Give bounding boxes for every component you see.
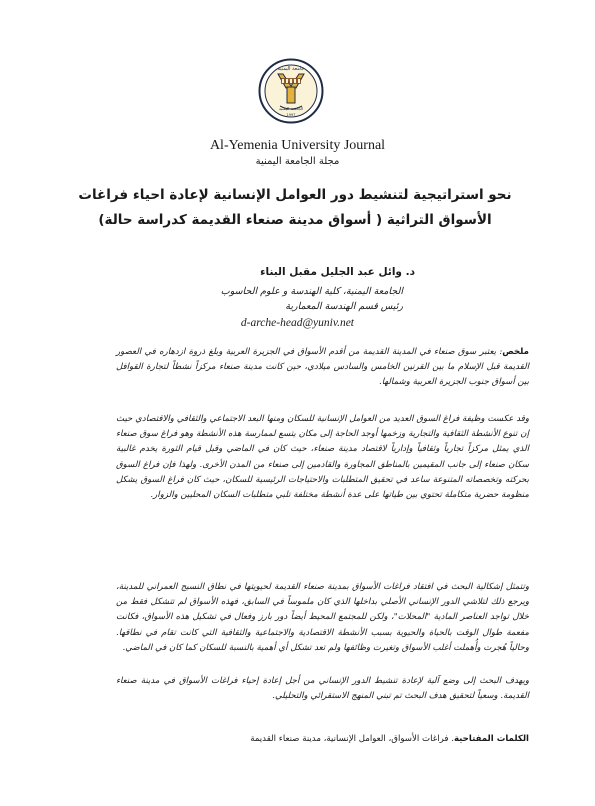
logo-bottom-text: الجامعة اليمنية: [278, 106, 304, 111]
keywords-label: الكلمات المفتاحية: [453, 734, 529, 744]
university-logo: [258, 58, 324, 124]
abstract-paragraph-1: ملخص: يعتبر سوق صنعاء في المدينة القديمة من أقدم الأسواق في الجزيرة العربية وبلغ ذروة ازدهاره في العصور القديمة قبل الإسلام ما بين القرنين الخامس والسادس ميلادي، حين كانت مدينة صنعاء مركزاً نشطاً لتجارة القوافل بين أسواق جنوب الجزيرة العربية وشمالها.: [116, 347, 529, 388]
keywords-value: فراغات الأسواق، العوامل الإنسانية، مدينة صنعاء القديمة: [250, 734, 449, 744]
abstract-paragraph-4: ويهدف البحث إلى وضع آلية لإعادة تنشيط الدور الإنساني من أجل إعادة إحياء فراغات الأسواق في مدينة صنعاء القديمة. وسعياً لتحقيق هدف البحث تم تبني المنهج الاستقرائي والتحليلي.: [116, 676, 529, 702]
abstract-paragraph-1-text: يعتبر سوق صنعاء في المدينة القديمة من أقدم الأسواق في الجزيرة العربية وبلغ ذروة ازدهاره في العصور القديمة قبل الإسلام ما بين القرنين الخامس والسادس ميلادي، حين كانت مدينة صنعاء مركزاً نشطاً لتجارة القوافل بين أسواق جنوب الجزيرة العربية وشمالها.: [116, 347, 529, 388]
abstract-label: ملخص: [502, 347, 529, 357]
author-position: رئيس قسم الهندسة المعمارية: [285, 301, 403, 312]
journal-name-english: Al-Yemenia University Journal: [209, 138, 386, 153]
paper-title: [35, 183, 555, 233]
journal-name-arabic: مجلة الجامعة اليمنية: [255, 156, 340, 167]
author-email: d-arche-head@yuniv.net: [240, 317, 354, 329]
university-seal-icon: [258, 58, 324, 124]
logo-top-text: جامعة اليمنية: [277, 66, 305, 72]
abstract-paragraph-2: وقد عكست وظيفة فراغ السوق العديد من العوامل الإنسانية للسكان ومنها البعد الاجتماعي والثقافي والاقتصادي حيث إن تنوع الأنشطة الثقافية والتجارية وزخمها أوجد الحاجة إلى مكان يتسع لممارسة هذه الأنشطة وهو فراغ سوق صنعاء الذي يمثل مركزاً تجارياً وثقافياً وإدارياً لاقتصاد مدينة صنعاء، حيث كان في الماضي وقبل قيام الثورة يخدم غالبية سكان صنعاء إلى جانب المقيمين بالمناطق المجاورة والقادمين إلى صنعاء من المدن الأخرى. ولهذا فإن فراغ السوق بحركته وتخصصاته المتنوعة ساعد في تحقيق المتطلبات والاحتياجات الرئيسية للسكان، حيث كان فراغ السوق يشكل منظومة حضرية متكاملة تحتوي بين طياتها على عدة أنشطة مختلفة تلبي متطلبات السكان المحليين والزوار.: [116, 414, 529, 501]
keywords: الكلمات المفتاحية. فراغات الأسواق، العوامل الإنسانية، مدينة صنعاء القديمة: [250, 734, 529, 744]
paper-title-line-2: الأسواق التراثية ( أسواق مدينة صنعاء القديمة كدراسة حالة): [98, 212, 492, 228]
paper-title-line-1: نحو استراتيجية لتنشيط دور العوامل الإنسانية لإعادة احياء فراغات: [78, 187, 512, 203]
author-name: د. وائل عبد الجليل مقبل البناء: [260, 266, 415, 278]
author-affiliation: الجامعة اليمنية، كلية الهندسة و علوم الحاسوب: [220, 286, 403, 297]
logo-year: 1997: [286, 113, 296, 117]
abstract-paragraph-3: وتتمثل إشكالية البحث في افتقاد فراغات الأسواق بمدينة صنعاء القديمة لحيويتها في نطاق النسيج العمراني للمدينة، ويرجع ذلك لتلاشي الدور الإنساني الأصلي بداخلها الذي كان ملموساً في السابق، فهذه الأسواق لم تتشكل فقط من خلال تواجد العناصر المادية "المحلات"، ولكن للمجتمع المحيط أيضاً دور بارز وفعال في تشكيل هذه الأسواق، فكانت مفعمة طوال الوقت بالحياة والحيوية بسبب الأنشطة الاقتصادية والاجتماعية والثقافية التي كانت تقام في نطاقها. وحالياً هُجرت وأُهملت أغلب الأسواق وتغيرت وظائفها ولم تعد تشكل أي أهمية بالنسبة للسكان كما كان في الماضي.: [116, 582, 529, 653]
